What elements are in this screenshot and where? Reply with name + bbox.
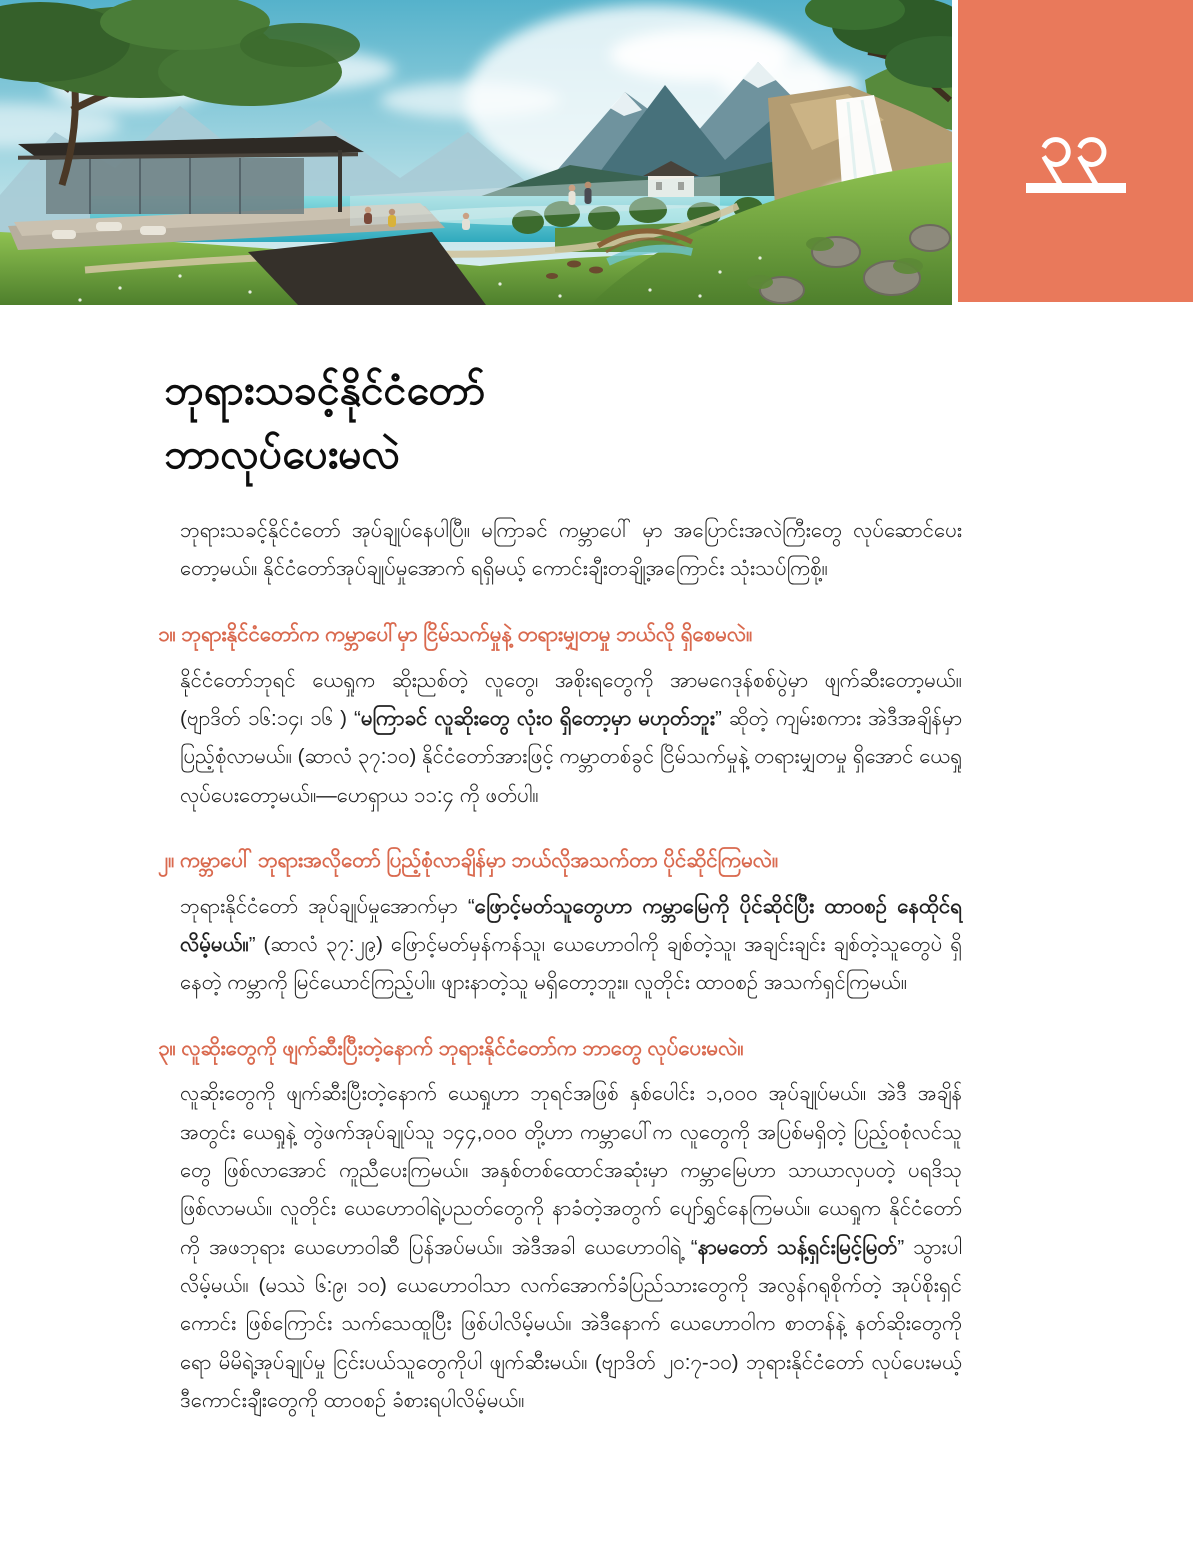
- paradise-photo: [0, 0, 952, 305]
- title-line-1: ဘုရားသခင့်နိုင်ငံတော်: [164, 367, 486, 413]
- paradise-landscape-illustration: [0, 0, 952, 305]
- section-1-paragraph: [180, 662, 962, 815]
- section-2-text: ဘုရားနိုင်ငံတော် အုပ်ချုပ်မှုအောက်မှာ “: [180, 894, 475, 918]
- title-line-2: ဘာလုပ်ပေးမလဲ: [164, 430, 401, 477]
- roof-post: [338, 150, 342, 212]
- page-title: [164, 359, 962, 486]
- page-number-underline: [1026, 183, 1126, 193]
- lesson-content: [0, 305, 1200, 1444]
- person-seated-1: [364, 207, 372, 224]
- section-1-text: နိုင်ငံတော်ဘုရင် ယေရှုက ဆိုးညစ်တဲ့ လူတွေ၊ အစိုးရတွေကို အာမဂေဒုန်စစ်ပွဲမှာ ဖျက်ဆီးတော့မယ်။ (ဗျာဒိတ် ၁၆:၁၄၊ ၁၆ ) “: [180, 668, 962, 730]
- section-2-paragraph: [180, 888, 962, 1003]
- page-number: ၃၃: [1039, 111, 1112, 178]
- section-2-bold-quote: ဖြောင့်မတ်သူတွေဟာ ကမ္ဘာမြေကို ပိုင်ဆိုင်ပြီး ထာဝစဉ် နေထိုင်ရလိမ့်မယ်။: [180, 894, 962, 956]
- person-seated-2: [388, 209, 396, 227]
- section-1-bold-quote: မကြာခင် လူဆိုးတွေ လုံးဝ ရှိတော့မှာ မဟုတ်ဘူး: [360, 706, 715, 730]
- section-2: [158, 845, 962, 1003]
- section-1-text-cont: ” ဆိုတဲ့ ကျမ်းစကား အဲဒီအချိန်မှာ ပြည့်စုံလာမယ်။ (ဆာလံ ၃၇:၁၀) နိုင်ငံတော်အားဖြင့် ကမ္ဘာတစ်ခွင် ငြိမ်သက်မှုနဲ့ တရားမျှတမှု ရှိအောင် ယေရှု လုပ်ပေးတော့မယ်။—ဟေရှာယ ၁၁:၄ ကို ဖတ်ပါ။: [180, 706, 962, 807]
- section-2-text-cont: ” (ဆာလံ ၃၇:၂၉) ဖြောင့်မတ်မှန်ကန်သူ၊ ယေဟောဝါကို ချစ်တဲ့သူ၊ အချင်းချင်း ချစ်တဲ့သူတွေပဲ ရှိနေတဲ့ ကမ္ဘာကို မြင်ယောင်ကြည့်ပါ။ ဖျားနာတဲ့သူ မရှိတော့ဘူး။ လူတိုင်း ထာဝစဉ် အသက်ရှင်ကြမယ်။: [180, 932, 962, 995]
- hero-band: [0, 0, 1200, 305]
- section-3-heading: ၃။ လူဆိုးတွေကို ဖျက်ဆီးပြီးတဲ့နောက် ဘုရားနိုင်ငံတော်က ဘာတွေ လုပ်ပေးမလဲ။: [158, 1036, 744, 1060]
- section-3: [158, 1033, 962, 1421]
- section-1: [158, 619, 962, 815]
- intro-paragraph: ဘုရားသခင့်နိုင်ငံတော် အုပ်ချုပ်နေပါပြီ။ မကြာခင် ကမ္ဘာပေါ် မှာ အပြောင်းအလဲကြီးတွေ လုပ်ဆောင်ပေးတော့မယ်။ နိုင်ငံတော်အုပ်ချုပ်မှုအောက် ရရှိမယ့် ကောင်းချီးတချို့အကြောင်း သုံးသပ်ကြစို့။: [180, 519, 962, 581]
- section-3-bold-quote: နာမတော် သန့်ရှင်းမြင့်မြတ်: [697, 1235, 898, 1259]
- section-3-text-cont: ” သွားပါလိမ့်မယ်။ (မဿဲ ၆:၉၊ ၁၀) ယေဟောဝါသာ လက်အောက်ခံပြည်သားတွေကို အလွန်ဂရုစိုက်တဲ့ အုပ်စိုးရှင်ကောင်း ဖြစ်ကြောင်း သက်သေထူပြီး ဖြစ်ပါလိမ့်မယ်။ အဲဒီနောက် ယေဟောဝါက စာတန်နဲ့ နတ်ဆိုးတွေကိုရော မိမိရဲ့အုပ်ချုပ်မှု ငြင်းပယ်သူတွေကိုပါ ဖျက်ဆီးမယ်။ (ဗျာဒိတ် ၂၀:၇-၁၀) ဘုရားနိုင်ငံတော် လုပ်ပေးမယ့် ဒီကောင်းချီးတွေကို ထာဝစဉ် ခံစားရပါလိမ့်မယ်။: [180, 1235, 962, 1413]
- page-number-block: [958, 0, 1193, 302]
- section-1-heading: ၁။ ဘုရားနိုင်ငံတော်က ကမ္ဘာပေါ်မှာ ငြိမ်သက်မှုနဲ့ တရားမျှတမှု ဘယ်လို ရှိစေမလဲ။: [158, 622, 753, 646]
- person-standing-2: [585, 182, 592, 204]
- person-seated-3: [462, 213, 470, 230]
- glass-wall: [46, 158, 304, 214]
- section-3-paragraph: [180, 1075, 962, 1420]
- section-3-text: လူဆိုးတွေကို ဖျက်ဆီးပြီးတဲ့နောက် ယေရှုဟာ ဘုရင်အဖြစ် နှစ်ပေါင်း ၁,၀၀၀ အုပ်ချုပ်မယ်။ အဲဒီ အချိန်အတွင်း ယေရှုနဲ့ တွဲဖက်အုပ်ချုပ်သူ ၁၄၄,၀၀၀ တို့ဟာ ကမ္ဘာပေါ်က လူတွေကို အပြစ်မရှိတဲ့ ပြည့်ဝစုံလင်သူတွေ ဖြစ်လာအောင် ကူညီပေးကြမယ်။ အနှစ်တစ်ထောင်အဆုံးမှာ ကမ္ဘာမြေဟာ သာယာလှပတဲ့ ပရဒိသု ဖြစ်လာမယ်။ လူတိုင်း ယေဟောဝါရဲ့ပညတ်တွေကို နာခံတဲ့အတွက် ပျော်ရွှင်နေကြမယ်။ ယေရှုက နိုင်ငံတော်ကို အဖဘုရား ယေဟောဝါဆီ ပြန်အပ်မယ်။ အဲဒီအခါ ယေဟောဝါရဲ့ “: [180, 1082, 962, 1259]
- person-standing-1: [569, 185, 576, 205]
- section-2-heading: ၂။ ကမ္ဘာပေါ် ဘုရားအလိုတော် ပြည့်စုံလာချိန်မှာ ဘယ်လိုအသက်တာ ပိုင်ဆိုင်ကြမလဲ။: [158, 848, 779, 872]
